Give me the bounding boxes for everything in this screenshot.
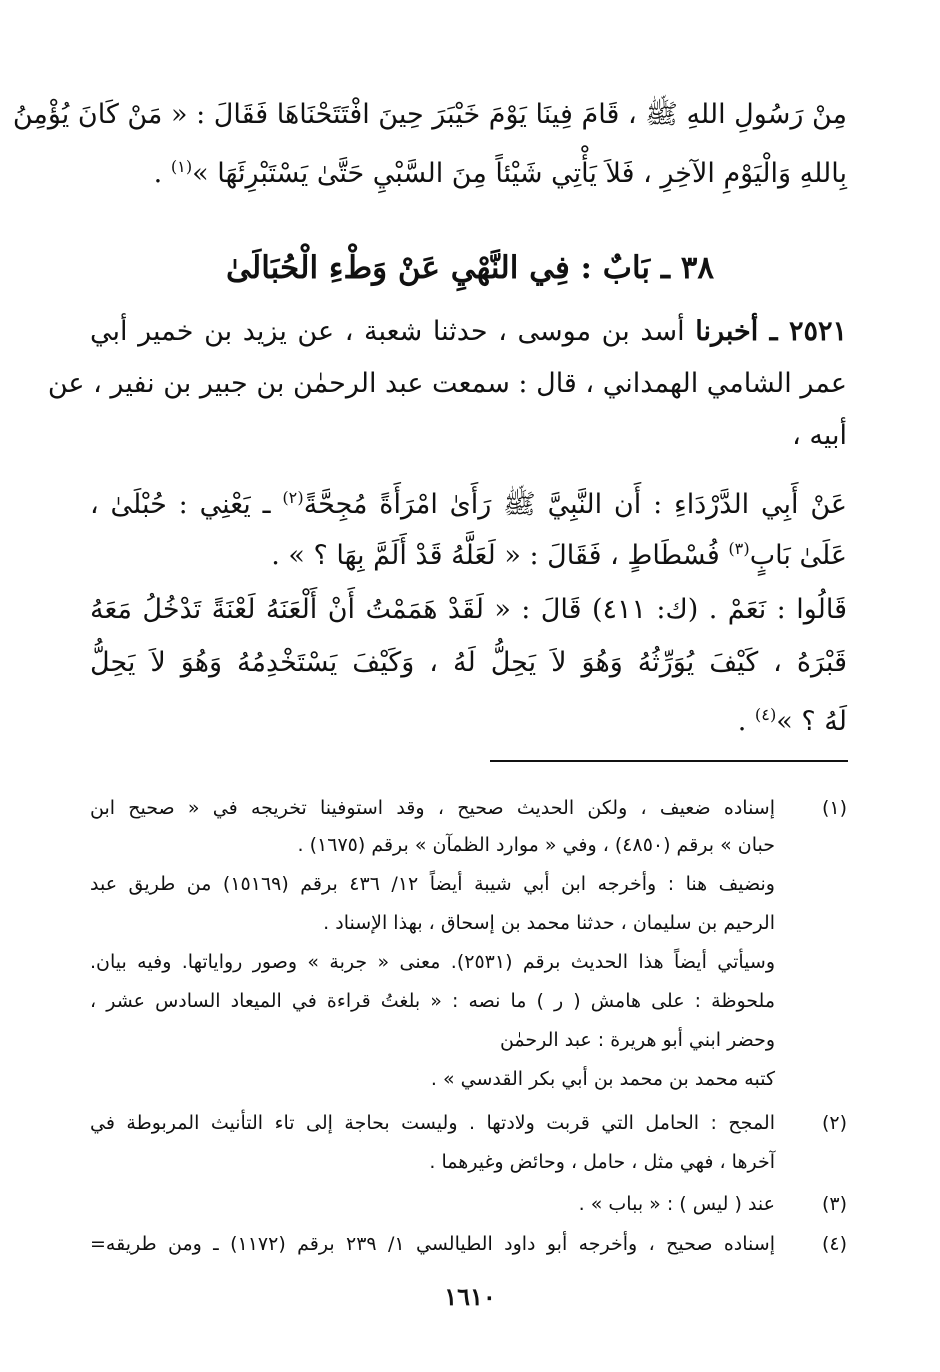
text-segment: .: [153, 158, 171, 189]
footnote-text: حبان » برقم (٤٨٥٠) ، وفي « موارد الظمآن » برقم (١٦٧٥) .: [297, 834, 775, 856]
footnote-text: الرحيم بن سليمان ، حدثنا محمد بن إسحاق ، بهذا الإسناد .: [323, 912, 775, 934]
page-number: ١٦١٠: [444, 1282, 496, 1311]
footnote-ref: (٢): [282, 488, 304, 507]
footnote-line: [90, 1186, 847, 1223]
isnad-line: عمر الشامي الهمداني ، قال : سمعت عبد الرحمٰن بن جبير بن نفير ، عن: [47, 368, 847, 399]
footnote-number: (١): [821, 797, 847, 819]
footnote-line: [90, 790, 847, 827]
footnote-text: المجح : الحامل التي قربت ولادتها . وليست بحاجة إلى تاء التأنيث المربوطة في: [90, 1112, 775, 1134]
matn-line: [90, 693, 847, 744]
footnote-ref: (١): [170, 157, 193, 176]
matn-line: قَالُوا : نَعَمْ . (ك: ٤١١) قَالَ : « لَقَدْ هَمَمْتُ أَنْ أَلْعَنَهُ لَعْنَةً تَدْخُلُ مَعَهُ: [90, 594, 847, 625]
footnote-number: (٣): [821, 1193, 847, 1215]
matn-line: قَبْرَهُ ، كَيْفَ يُوَرِّثُهُ وَهُوَ لاَ يَحِلُّ لَهُ ، وَكَيْفَ يَسْتَخْدِمُهُ وَهُوَ لاَ يَحِلُّ: [90, 647, 847, 678]
footnote-line: [90, 827, 847, 864]
footnote-line: [90, 1144, 847, 1181]
footnote-text: ملحوظة : على هامش ( ر ) ما نصه : « بلغتُ قراءة في الميعاد السادس عشر ،: [90, 990, 775, 1012]
footnote-text: وحضر ابني أبو هريرة : عبد الرحمٰن: [499, 1029, 775, 1051]
text-segment: .: [737, 706, 755, 737]
footnote-line: [90, 1226, 847, 1263]
footnote-text: إسناده ضعيف ، ولكن الحديث صحيح ، وقد استوفينا تخريجه في « صحيح ابن: [90, 797, 775, 819]
matn-line: [90, 476, 847, 527]
footnote-ref: (٣): [728, 539, 750, 558]
footnote-text: كتبه محمد بن محمد بن أبي بكر القدسي » .: [430, 1068, 775, 1090]
text-segment: ـ يَعْنِي : حُبْلَىٰ ،: [90, 489, 283, 520]
footnote-number: (٢): [821, 1112, 847, 1134]
footnote-line: [90, 983, 847, 1020]
footnote-line: [90, 1061, 847, 1098]
isnad-line: أبيه ،: [792, 420, 847, 451]
footnote-text: آخرها ، فهي مثل ، حامل ، وحائض وغيرهما .: [429, 1151, 775, 1173]
text-segment: بِاللهِ وَالْيَوْمِ الآخِرِ ، فَلاَ يَأْتِي شَيْئاً مِنَ السَّبْيِ حَتَّىٰ يَسْتَبْرِئَهَا »: [192, 158, 847, 189]
footnote-line: [90, 1022, 847, 1059]
footnote-separator: [490, 760, 848, 762]
hadith-number: ٢٥٢١ ـ أخبرنا: [695, 316, 847, 347]
chapter-heading: ٣٨ ـ بَابٌ : فِي النَّهْيِ عَنْ وَطْءِ الْحُبَالَىٰ: [225, 250, 715, 286]
footnote-text: إسناده صحيح ، وأخرجه أبو داود الطيالسي ١/ ٢٣٩ برقم (١١٧٢) ـ ومن طريقه=: [90, 1233, 775, 1255]
text-segment: عَنْ أَبِي الدَّرْدَاءِ : أَن النَّبِيَّ ﷺ رَأَىٰ امْرَأَةً مُجِحَّةً: [303, 489, 848, 520]
footnote-ref: (٤): [754, 705, 777, 724]
matn-line: [90, 527, 847, 578]
footnote-text: ونضيف هنا : وأخرجه ابن أبي شيبة أيضاً ١٢/ ٤٣٦ برقم (١٥١٦٩) من طريق عبد: [90, 873, 775, 895]
text-segment: عَلَىٰ بَابٍ: [749, 540, 847, 571]
text-segment: لَهُ ؟ »: [776, 706, 847, 737]
footnote-number: (٤): [821, 1233, 847, 1255]
footnote-text: وسيأتي أيضاً هذا الحديث برقم (٢٥٣١). معنى « جربة » وصور رواياتها. وفيه بيان.: [90, 951, 775, 973]
footnote-line: [90, 944, 847, 981]
isnad-line: [90, 310, 847, 354]
footnote-text: عند ( ليس ) : « بباب » .: [578, 1193, 775, 1215]
text-segment: فُسْطَاطٍ ، فَقَالَ : « لَعَلَّهُ قَدْ أَلَمَّ بِهَا ؟ » .: [271, 540, 729, 571]
text-line: مِنْ رَسُولِ اللهِ ﷺ ، قَامَ فِينَا يَوْمَ خَيْبَرَ حِينَ افْتَتَحْنَاهَا فَقَالَ : « مَنْ كَانَ يُؤْمِنُ: [12, 99, 847, 130]
footnote-line: [90, 905, 847, 942]
footnote-line: [90, 1105, 847, 1142]
text-segment: أسد بن موسى ، حدثنا شعبة ، عن يزيد بن خمير أبي: [90, 316, 696, 347]
text-line: [90, 145, 847, 196]
footnote-line: [90, 866, 847, 903]
